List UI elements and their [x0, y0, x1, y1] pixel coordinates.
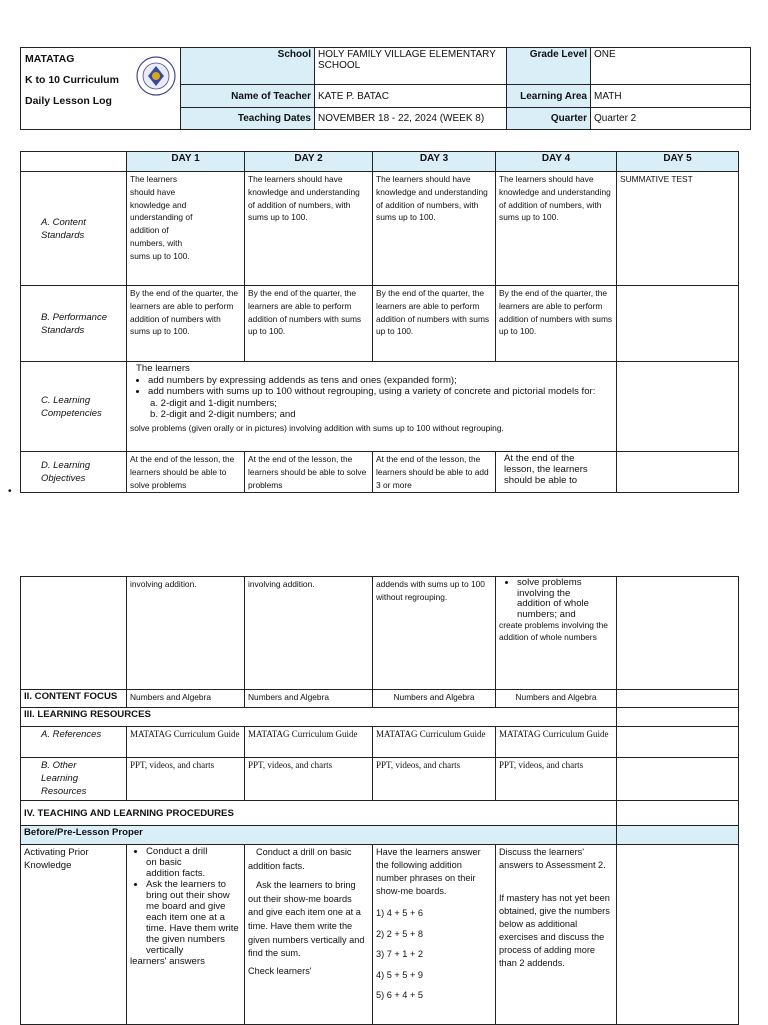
competency-sub-a: a. 2-digit and 1-digit numbers; — [150, 397, 277, 409]
area-value: MATH — [591, 85, 751, 108]
activating-day2-p3: Check learners' — [248, 965, 312, 976]
performance-standards-day4: By the end of the quarter, the learners are able to perform addition of numbers with sums up to 100. — [496, 286, 617, 362]
day3-item-2: 2) 2 + 5 + 8 — [376, 928, 423, 939]
quarter-label: Quarter — [507, 108, 591, 130]
teacher-value: KATE P. BATAC — [315, 85, 507, 108]
header-table — [20, 47, 751, 130]
references-day4: MATATAG Curriculum Guide — [496, 727, 617, 758]
day3-item-3: 3) 7 + 1 + 2 — [376, 949, 423, 959]
objectives-cont-day2: involving addition. — [245, 577, 373, 690]
teacher-label: Name of Teacher — [181, 85, 315, 108]
content-standards-day2: The learners should have knowledge and understanding of addition of numbers, with sums up to 100. — [245, 172, 373, 286]
competency-closing: solve problems (given orally or in pictures) involving addition with sums up to 100 without regrouping. — [130, 422, 504, 433]
content-standards-day3: The learners should have knowledge and understanding of addition of numbers, with sums up to 100. — [373, 172, 496, 286]
content-focus-day2: Numbers and Algebra — [245, 690, 373, 708]
content-standards-day4: The learners should have knowledge and understanding of addition of numbers, with sums up to 100. — [496, 172, 617, 286]
content-focus-day3: Numbers and Algebra — [373, 690, 496, 708]
other-resources-day2: PPT, videos, and charts — [245, 758, 373, 801]
title-line-1: MATATAG — [25, 53, 75, 65]
day3-item-1: 1) 4 + 5 + 6 — [376, 908, 423, 918]
performance-standards-day3: By the end of the quarter, the learners are able to perform addition of numbers with sums up to 100. — [373, 286, 496, 362]
area-label: Learning Area — [507, 85, 591, 108]
learning-resources-heading: III. LEARNING RESOURCES — [21, 708, 617, 727]
objectives-day5 — [617, 452, 739, 493]
references-day1: MATATAG Curriculum Guide — [127, 727, 245, 758]
content-focus-day5 — [617, 690, 739, 708]
activating-day2-p1: Conduct a drill on basic addition facts. — [248, 847, 352, 871]
day-4-header: DAY 4 — [496, 152, 617, 172]
content-standards-label: A. Content Standards — [21, 172, 127, 286]
school-label: School — [181, 48, 315, 85]
title-line-3: Daily Lesson Log — [25, 95, 112, 107]
competency-bullet-2: • add numbers with sums up to 100 without regrouping, using a variety of concrete and pictorial models for: — [148, 386, 613, 398]
performance-standards-day1: By the end of the quarter, the learners are able to perform addition of numbers with sums up to 100. — [127, 286, 245, 362]
activating-knowledge-label: Activating Prior Knowledge — [21, 845, 127, 1025]
day3-item-4: 4) 5 + 5 + 9 — [376, 969, 423, 980]
references-day3: MATATAG Curriculum Guide — [373, 727, 496, 758]
activating-day5 — [617, 845, 739, 1025]
activating-day1 — [127, 845, 245, 1025]
competencies-day5 — [617, 362, 739, 452]
objectives-cont-day3: addends with sums up to 100 without regrouping. — [373, 577, 496, 690]
other-resources-day1: PPT, videos, and charts — [127, 758, 245, 801]
corner-cell — [21, 152, 127, 172]
objectives-cont-label — [21, 577, 127, 690]
references-day2: MATATAG Curriculum Guide — [245, 727, 373, 758]
day-2-header: DAY 2 — [245, 152, 373, 172]
other-resources-label: B. Other Learning Resources — [21, 758, 127, 801]
activating-day1-bullet-1: • Conduct a drill on basic addition facts. — [146, 846, 241, 879]
grade-value: ONE — [591, 48, 751, 85]
content-focus-day4: Numbers and Algebra — [496, 690, 617, 708]
procedures-heading: IV. TEACHING AND LEARNING PROCEDURES — [21, 801, 617, 826]
other-resources-day5 — [617, 758, 739, 801]
day-5-header: DAY 5 — [617, 152, 739, 172]
day-1-header: DAY 1 — [127, 152, 245, 172]
content-standards-day5: SUMMATIVE TEST — [617, 172, 739, 286]
performance-standards-day5 — [617, 286, 739, 362]
day3-item-5: 5) 6 + 4 + 5 — [376, 990, 423, 1000]
competencies-label: C. Learning Competencies — [21, 362, 127, 452]
deped-seal-logo — [136, 56, 176, 96]
objectives-cont-day4 — [496, 577, 617, 690]
objectives-label: D. Learning Objectives — [21, 452, 127, 493]
activating-day4-p1: Discuss the learners' answers to Assessment 2. — [499, 847, 606, 870]
activating-day1-bullet-2: • Ask the learners to bring out their show me board and give each item one at a time. Have them write the given numbers vertically — [146, 879, 241, 956]
grade-label: Grade Level — [507, 48, 591, 85]
before-lesson-day5 — [617, 826, 739, 845]
lesson-table-page1 — [20, 151, 739, 493]
quarter-value: Quarter 2 — [591, 108, 751, 130]
school-value: HOLY FAMILY VILLAGE ELEMENTARY SCHOOL — [315, 48, 507, 85]
references-day5 — [617, 727, 739, 758]
objectives-cont-day1: involving addition. — [127, 577, 245, 690]
activating-day3 — [373, 845, 496, 1025]
dates-value: NOVEMBER 18 - 22, 2024 (WEEK 8) — [315, 108, 507, 130]
competency-sub-b: b. 2-digit and 2-digit numbers; and — [150, 409, 296, 421]
content-focus-day1: Numbers and Algebra — [127, 690, 245, 708]
content-focus-label: II. CONTENT FOCUS — [21, 690, 127, 708]
objectives-day4: At the end of the lesson, the learners should be able to — [496, 452, 617, 493]
day-3-header: DAY 3 — [373, 152, 496, 172]
performance-standards-label: B. Performance Standards — [21, 286, 127, 362]
competencies-intro: The learners — [136, 363, 190, 374]
performance-standards-day2: By the end of the quarter, the learners are able to perform addition of numbers with sums up to 100. — [245, 286, 373, 362]
stray-bullet-mark: • — [8, 486, 12, 497]
activating-day4 — [496, 845, 617, 1025]
activating-day3-items — [376, 903, 492, 1006]
competency-bullet-1: • add numbers by expressing addends as tens and ones (expanded form); — [148, 375, 613, 387]
other-resources-day4: PPT, videos, and charts — [496, 758, 617, 801]
competencies-cell — [127, 362, 617, 452]
activating-day4-p2: If mastery has not yet been obtained, give the numbers below as additional exercises and discuss the process of adding more than 2 addends. — [499, 893, 610, 968]
title-line-2: K to 10 Curriculum — [25, 74, 119, 86]
activating-day3-intro: Have the learners answer the following addition number phrases on their show-me boards. — [376, 847, 481, 896]
objectives-day3: At the end of the lesson, the learners should be able to add 3 or more — [373, 452, 496, 493]
objectives-day1: At the end of the lesson, the learners should be able to solve problems — [127, 452, 245, 493]
activating-day1-tail: learners' answers — [130, 956, 205, 967]
objectives-day2: At the end of the lesson, the learners should be able to solve problems — [245, 452, 373, 493]
procedures-day5 — [617, 801, 739, 826]
activating-day2-p2: Ask the learners to bring out their show-me boards and give each item one at a time. Have them write the given numbers vertically and find the sum. — [248, 880, 365, 959]
objective-day4-bullet: • solve problems involving the addition of whole numbers; and — [517, 578, 589, 620]
references-label: A. References — [21, 727, 127, 758]
objective-day4-tail: create problems involving the addition of whole numbers — [499, 620, 608, 642]
lesson-table-page2 — [20, 576, 739, 1025]
other-resources-day3: PPT, videos, and charts — [373, 758, 496, 801]
activating-day2 — [245, 845, 373, 1025]
content-standards-day1: The learners should have knowledge and understanding of addition of numbers, with sums up to 100. — [127, 172, 245, 286]
dates-label: Teaching Dates — [181, 108, 315, 130]
objectives-cont-day5 — [617, 577, 739, 690]
learning-resources-day5 — [617, 708, 739, 727]
before-lesson-phase: Before/Pre-Lesson Proper — [21, 826, 617, 845]
